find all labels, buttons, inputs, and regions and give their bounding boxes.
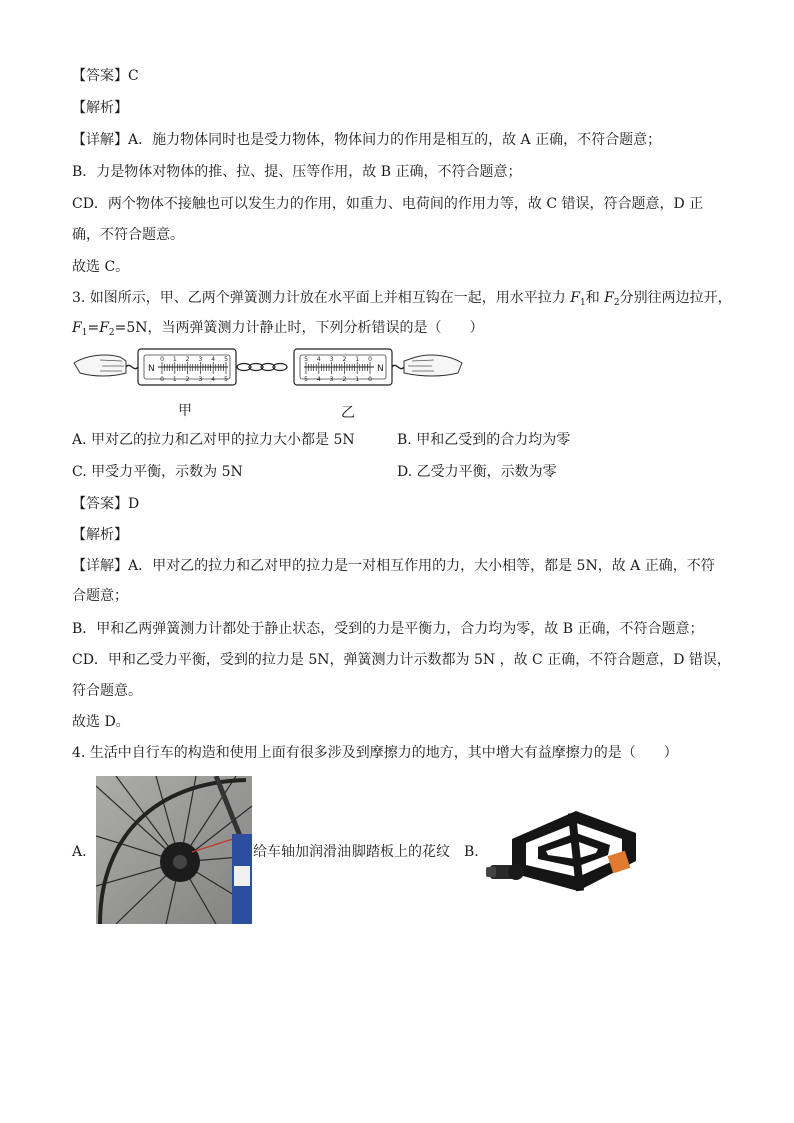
scale-number: 4 (211, 376, 216, 383)
stem-text: 3. 如图所示，甲、乙两个弹簧测力计放在水平面上并相互钩在一起，用水平拉力 (72, 290, 571, 306)
force-symbol: F (99, 320, 109, 336)
answer-value: D (128, 496, 140, 512)
q2-detail-line-2: B．力是物体对物体的推、拉、提、压等作用，故 B 正确，不符合题意； (72, 164, 522, 180)
force-subscript: 2 (108, 328, 115, 338)
scale-number: 2 (185, 376, 190, 383)
q3-detail-line-4: CD．甲和乙受力平衡，受到的拉力是 5N，弹簧测力计示数都为 5N ，故 C 正确，不符合题意，D 错误， (72, 652, 731, 668)
q3-stem-line-2 (72, 318, 484, 338)
q3-detail-line-2: 合题意； (72, 588, 128, 604)
scale-number: 4 (316, 376, 321, 383)
q4-option-b-text: 脚踏板上的花纹 (352, 844, 450, 860)
left-hand-icon (74, 355, 126, 376)
detail-tag: 【详解】 (72, 132, 128, 148)
scale-number: 1 (355, 376, 360, 383)
scale-number: 1 (172, 356, 177, 363)
q4-option-b-letter[interactable]: B. (464, 844, 479, 860)
q2-detail-line-3: CD．两个物体不接触也可以发生力的作用，如重力、电荷间的作用力等，故 C 错误，符合题意，D 正 (72, 196, 704, 212)
scale-number: 0 (160, 376, 164, 383)
spring-scale-figure (72, 343, 464, 393)
stem-text: 分别往两边拉开， (619, 290, 732, 306)
n-letter: N (377, 364, 384, 374)
scale-number: 1 (172, 376, 177, 383)
q2-conclusion: 故选 C。 (72, 259, 130, 275)
force-symbol: F (604, 290, 614, 306)
answer-tag: 【答案】 (72, 496, 128, 512)
scale-number: 4 (316, 356, 321, 363)
stem-text: = (87, 320, 100, 336)
force-subscript: 1 (579, 298, 586, 308)
pedal-axle (486, 864, 524, 880)
force-symbol: F (72, 320, 82, 336)
force-subscript: 2 (613, 298, 620, 308)
scale-number: 2 (342, 376, 347, 383)
detail-tag: 【详解】 (72, 558, 128, 574)
q3-conclusion: 故选 D。 (72, 714, 130, 730)
scale-number: 5 (224, 356, 228, 363)
scale-number: 3 (198, 356, 203, 363)
label-jia: 甲 (178, 403, 192, 419)
stem-text: =5N，当两弹簧测力计静止时，下列分析错误的是（ ） (114, 320, 484, 336)
scale-number: 5 (224, 376, 228, 383)
right-hand-icon (404, 355, 462, 376)
scale-number: 4 (211, 356, 216, 363)
n-letter: N (148, 364, 155, 374)
label-yi: 乙 (341, 405, 355, 421)
q4-stem: 4. 生活中自行车的构造和使用上面有很多涉及到摩擦力的地方，其中增大有益摩擦力的是（ ） (72, 745, 678, 761)
q2-detail-line-1 (72, 130, 661, 150)
scale-number: 3 (329, 356, 334, 363)
scale-number: 2 (342, 356, 347, 363)
spring-scale-yi (294, 349, 392, 385)
q3-answer-line (72, 494, 139, 514)
scale-number: 1 (355, 356, 360, 363)
detail-text: A．甲对乙的拉力和乙对甲的拉力是一对相互作用的力，大小相等，都是 5N，故 A 正确，不符 (128, 558, 715, 574)
scale-number: 5 (304, 376, 308, 383)
link-chain (237, 364, 287, 371)
q3-stem-line-1 (72, 288, 732, 308)
pedal-photo (486, 803, 644, 901)
q2-analysis-tag: 【解析】 (72, 100, 128, 116)
q3-detail-line-5: 符合题意。 (72, 683, 142, 699)
q4-option-a-letter[interactable]: A. (72, 844, 87, 860)
force-symbol: F (570, 290, 580, 306)
answer-tag: 【答案】 (72, 68, 128, 84)
bicycle-axle-photo (96, 776, 252, 924)
q2-detail-line-4: 确，不符合题意。 (72, 227, 184, 243)
scale-number: 3 (198, 376, 203, 383)
q3-option-c[interactable]: C. 甲受力平衡，示数为 5N (72, 464, 243, 480)
scale-number: 0 (160, 356, 164, 363)
force-subscript: 1 (81, 328, 88, 338)
q3-detail-line-3: B．甲和乙两弹簧测力计都处于静止状态，受到的力是平衡力，合力均为零，故 B 正确，不符合题意； (72, 621, 704, 637)
stem-text: 和 (585, 290, 605, 306)
scale-number: 5 (304, 356, 308, 363)
q3-option-d[interactable]: D. 乙受力平衡，示数为零 (397, 464, 557, 480)
scale-number: 0 (368, 356, 372, 363)
answer-value: C (128, 68, 139, 84)
q2-answer-line (72, 66, 139, 86)
scale-number: 2 (185, 356, 190, 363)
scale-number: 0 (368, 376, 372, 383)
scale-number: 3 (329, 376, 334, 383)
q3-option-b[interactable]: B. 甲和乙受到的合力均为零 (397, 432, 571, 448)
q3-option-a[interactable]: A. 甲对乙的拉力和乙对甲的拉力大小都是 5N (72, 432, 355, 448)
q3-analysis-tag: 【解析】 (72, 527, 128, 543)
q3-detail-line-1 (72, 556, 715, 576)
detail-text: A．施力物体同时也是受力物体，物体间力的作用是相互的，故 A 正确，不符合题意； (128, 132, 662, 148)
q4-option-a-text: 给车轴加润滑油 (253, 844, 351, 860)
spring-scale-jia (138, 349, 236, 385)
